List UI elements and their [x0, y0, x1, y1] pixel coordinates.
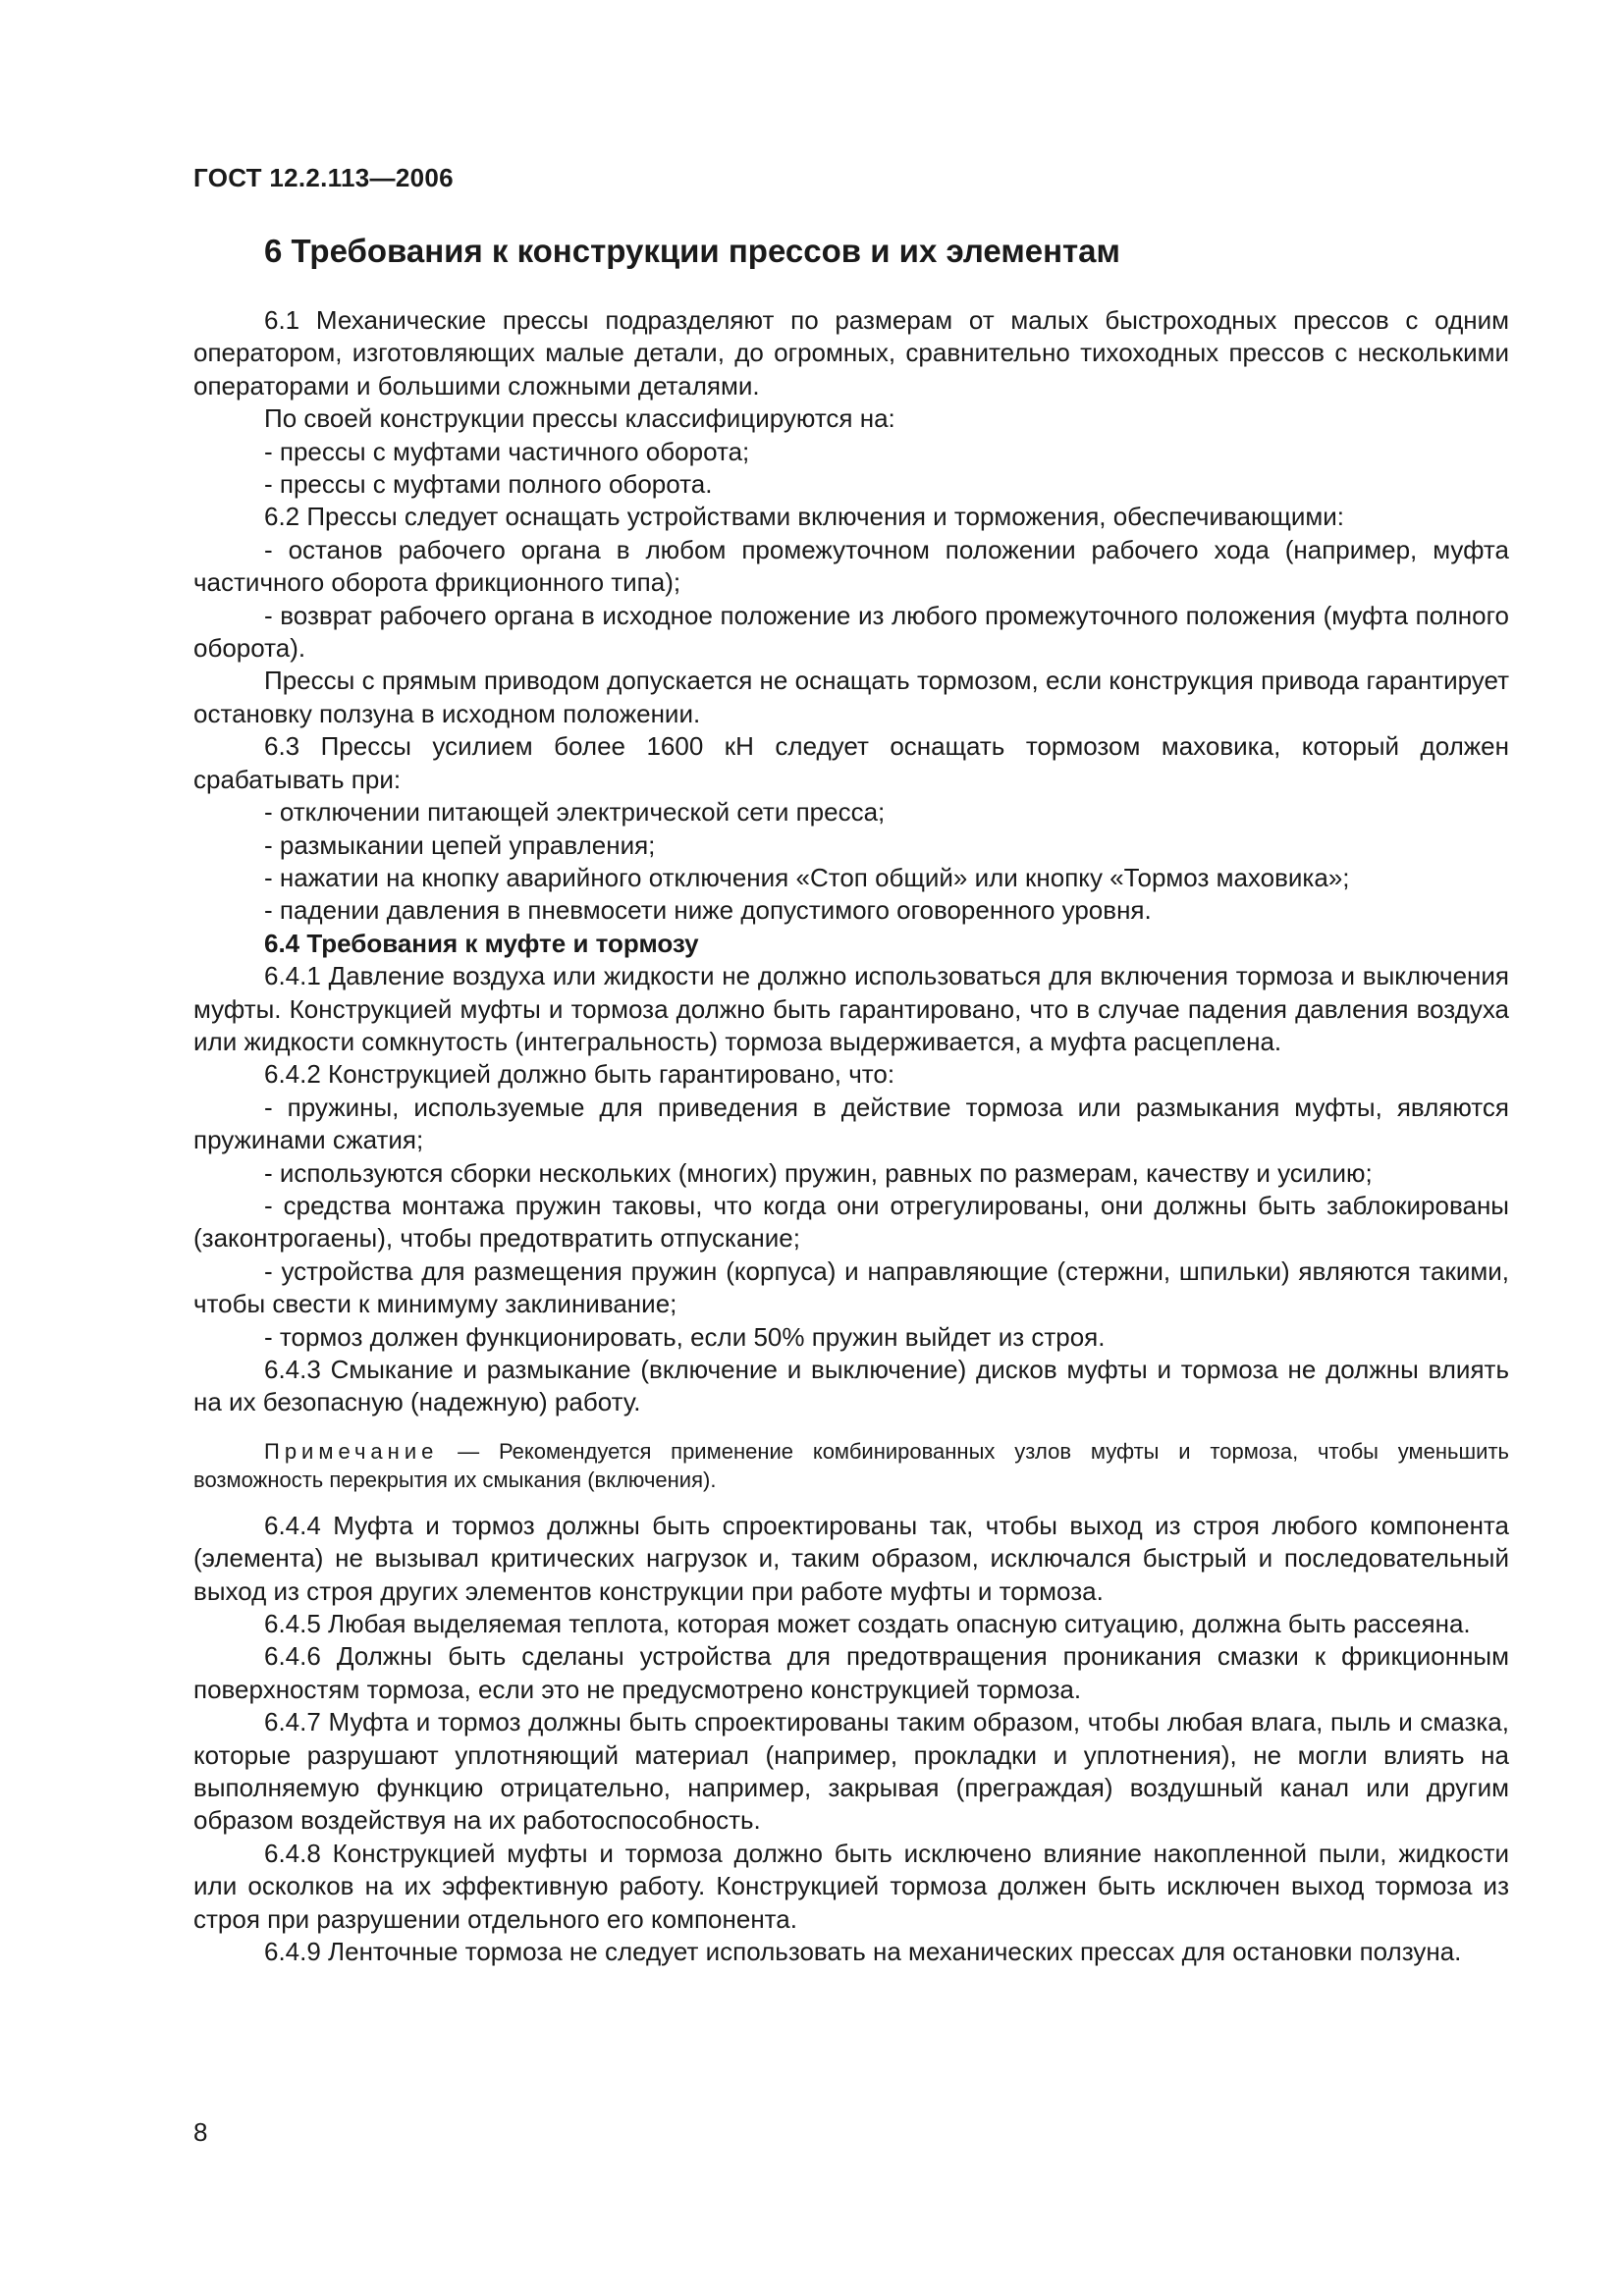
- paragraph: 6.4.5 Любая выделяемая теплота, которая может создать опасную ситуацию, должна быть рассеяна.: [264, 1609, 1471, 1639]
- note-label: Примечание: [264, 1438, 439, 1464]
- paragraph: 6.4.2 Конструкцией должно быть гарантировано, что:: [264, 1059, 895, 1090]
- note-text: — Рекомендуется применение комбинированных узлов муфты и тормоза, чтобы уменьшить возможность перекрытия их смыкания (включения).: [193, 1438, 1509, 1492]
- paragraph: - прессы с муфтами полного оборота.: [264, 469, 713, 500]
- page-number: 8: [193, 2117, 208, 2147]
- document-header: ГОСТ 12.2.113—2006: [193, 163, 454, 192]
- paragraph: 6.4.8 Конструкцией муфты и тормоза должно быть исключено влияние накопленной пыли, жидкости или осколков на их эффективную работу. Конструкцией тормоза должен быть исключен выход тормоза из строя при разрушении отдельного его компонента.: [193, 1838, 1509, 1934]
- paragraph: - используются сборки нескольких (многих) пружин, равных по размерам, качеству и усилию;: [264, 1157, 1373, 1188]
- paragraph: - возврат рабочего органа в исходное положение из любого промежуточного положения (муфта полного оборота).: [193, 600, 1509, 664]
- paragraph: - нажатии на кнопку аварийного отключения «Стоп общий» или кнопку «Тормоз маховика»;: [264, 862, 1350, 892]
- paragraph: - тормоз должен функционировать, если 50% пружин выйдет из строя.: [264, 1321, 1106, 1352]
- paragraphs-after-note: [193, 1510, 1509, 1969]
- paragraph: - размыкании цепей управления;: [264, 829, 656, 860]
- paragraph: - прессы с муфтами частичного оборота;: [264, 436, 750, 466]
- paragraph: Прессы с прямым приводом допускается не оснащать тормозом, если конструкция привода гарантирует остановку ползуна в исходном положении.: [193, 666, 1509, 728]
- paragraph: 6.1 Механические прессы подразделяют по размерам от малых быстроходных прессов с одним оператором, изготовляющих малые детали, до огромных, сравнительно тихоходных прессов с несколькими операторами и большими сложными деталями.: [193, 305, 1509, 400]
- paragraph: 6.4.6 Должны быть сделаны устройства для предотвращения проникания смазки к фрикционным поверхностям тормоза, если это не предусмотрено конструкцией тормоза.: [193, 1641, 1509, 1704]
- note: [193, 1437, 1509, 1494]
- paragraph: 6.4.3 Смыкание и размыкание (включение и выключение) дисков муфты и тормоза не должны влиять на их безопасную (надежную) работу.: [193, 1355, 1509, 1417]
- paragraph: 6.4.7 Муфта и тормоз должны быть спроектированы таким образом, чтобы любая влага, пыль и смазка, которые разрушают уплотняющий материал (например, прокладки и уплотнения), не могли влиять на выполняемую функцию отрицательно, например, закрывая (преграждая) воздушный канал или другим образом воздействуя на их работоспособность.: [193, 1707, 1509, 1836]
- section-title: 6 Требования к конструкции прессов и их элементам: [264, 233, 1120, 269]
- paragraph: - устройства для размещения пружин (корпуса) и направляющие (стержни, шпильки) являются такими, чтобы свести к минимуму заклинивание;: [193, 1255, 1509, 1319]
- paragraph: - останов рабочего органа в любом промежуточном положении рабочего хода (например, муфта частичного оборота фрикционного типа);: [193, 534, 1509, 598]
- paragraph: - средства монтажа пружин таковы, что когда они отрегулированы, они должны быть заблокированы (законтрогаены), чтобы предотвратить отпускание;: [193, 1190, 1509, 1254]
- paragraph: - отключении питающей электрической сети пресса;: [264, 797, 886, 828]
- paragraph: 6.4.9 Ленточные тормоза не следует использовать на механических прессах для остановки ползуна.: [264, 1937, 1462, 1967]
- paragraphs-before-note: [193, 304, 1509, 1419]
- subsection-heading: 6.4 Требования к муфте и тормозу: [264, 928, 699, 958]
- paragraph: 6.4.4 Муфта и тормоз должны быть спроектированы так, чтобы выход из строя любого компонента (элемента) не вызывал критических нагрузок и, таким образом, исключался быстрый и последовательный выход из строя других элементов конструкции при работе муфты и тормоза.: [193, 1510, 1509, 1606]
- paragraph: 6.4.1 Давление воздуха или жидкости не должно использоваться для включения тормоза и выключения муфты. Конструкцией муфты и тормоза должно быть гарантировано, что в случае падения давления воздуха или жидкости сомкнутость (интегральность) тормоза выдерживается, а муфта расцеплена.: [193, 961, 1509, 1056]
- paragraph: По своей конструкции прессы классифицируются на:: [264, 403, 895, 434]
- document-body: [193, 232, 1509, 1969]
- paragraph: - падении давления в пневмосети ниже допустимого оговоренного уровня.: [264, 895, 1152, 926]
- paragraph: 6.3 Прессы усилием более 1600 кН следует оснащать тормозом маховика, который должен срабатывать при:: [193, 731, 1509, 794]
- paragraph: - пружины, используемые для приведения в действие тормоза или размыкания муфты, являются пружинами сжатия;: [193, 1092, 1509, 1155]
- paragraph: 6.2 Прессы следует оснащать устройствами включения и торможения, обеспечивающими:: [264, 502, 1344, 532]
